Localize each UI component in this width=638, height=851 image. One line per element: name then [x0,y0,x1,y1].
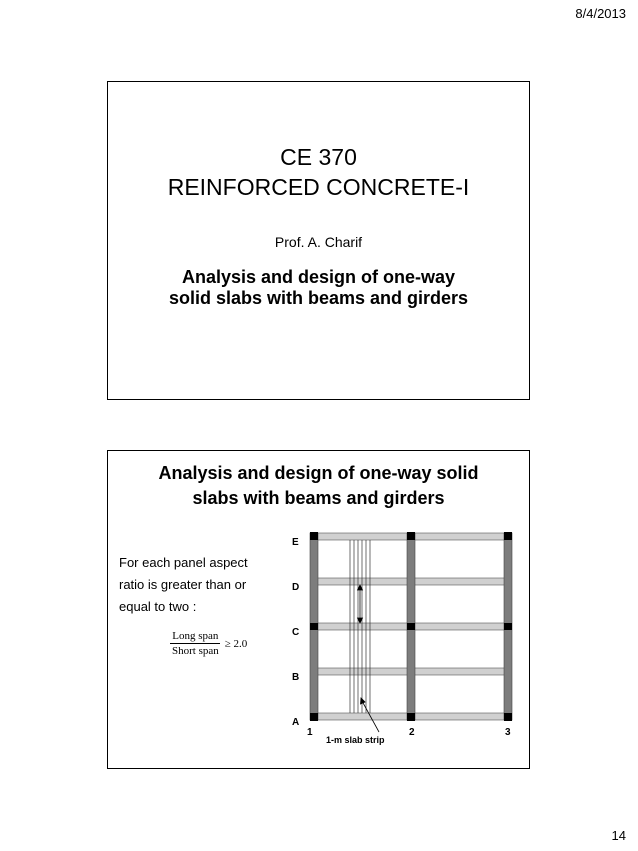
content-slide [107,450,530,769]
row-label-c: C [292,627,300,638]
strip-label: 1-m slab strip [326,735,385,745]
row-label-a: A [292,717,300,728]
column-e3 [504,532,512,540]
column-e1 [310,532,318,540]
row-label-e: E [292,537,299,548]
formula-relation: ≥ 2.0 [224,637,248,650]
formula-numerator: Long span [172,630,219,642]
column-label-3: 3 [505,727,511,738]
slide-title-line-1: Analysis and design of one-way solid [158,463,479,483]
column-c3 [504,623,512,630]
slide-title [108,461,529,511]
floor-plan-diagram [286,529,526,749]
row-label-d: D [292,582,300,593]
course-code: CE 370 [280,144,357,170]
course-name: REINFORCED CONCRETE-I [167,174,470,200]
subtitle-line-1: Analysis and design of one-way [181,267,456,287]
column-label-2: 2 [409,727,415,738]
page-number: 14 [611,828,626,843]
subtitle-line-2: solid slabs with beams and girders [168,288,469,308]
column-a2 [407,713,415,721]
formula-denominator: Short span [172,645,219,657]
column-label-1: 1 [307,727,313,738]
column-c1 [310,623,318,630]
column-a3 [504,713,512,721]
row-label-b: B [292,672,300,683]
column-a1 [310,713,318,721]
title-slide [107,81,530,400]
column-e2 [407,532,415,540]
aspect-text-line-2: ratio is greater than or [119,577,247,592]
slide-subtitle [108,267,529,309]
formula-fraction [170,630,221,657]
column-c2 [407,623,415,630]
aspect-ratio-formula [170,630,247,657]
header-date: 8/4/2013 [575,6,626,21]
professor-name: Prof. A. Charif [274,234,363,250]
aspect-ratio-text [119,552,279,618]
aspect-text-line-1: For each panel aspect [119,555,248,570]
aspect-text-line-3: equal to two : [119,599,197,614]
slide-title-line-2: slabs with beams and girders [192,488,445,508]
